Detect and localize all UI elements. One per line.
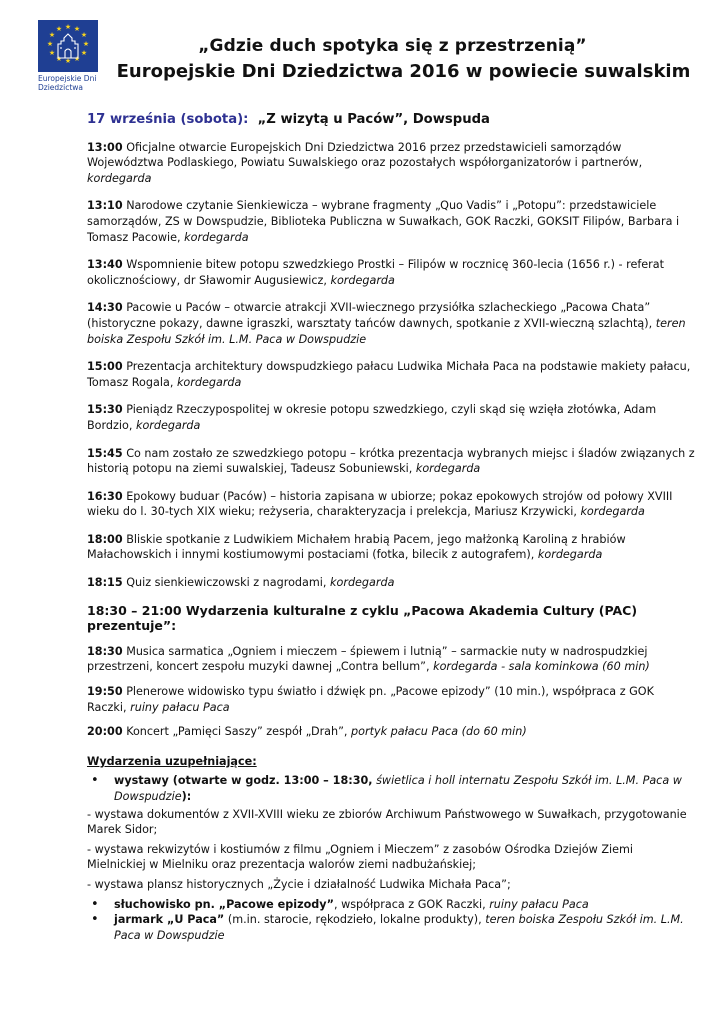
- bullet-place: ruiny pałacu Paca: [489, 897, 589, 911]
- event-text: Bliskie spotkanie z Ludwikiem Michałem hrabią Pacem, jego małżonką Karoliną z hrabiów Małachowskich i innymi kostiumowymi postaciami (fotka, bilecik z autografem),: [87, 532, 626, 562]
- svg-text:★: ★: [48, 31, 56, 39]
- pac-events-list: [87, 644, 695, 740]
- bullet-label: słuchowisko pn. „Pacowe epizody”: [114, 897, 334, 911]
- day-title: „Z wizytą u Paców”, Dowspuda: [257, 112, 490, 127]
- event-place: kordegarda - sala kominkowa (60 min): [433, 660, 650, 674]
- svg-text:★: ★: [73, 25, 81, 33]
- event-time: 20:00: [87, 725, 123, 739]
- event-item: [87, 140, 695, 187]
- bullet-place: teren boiska Zespołu Szkół im. L.M. Paca w Dowspudzie: [114, 913, 684, 942]
- bullet-place: świetlica i holl internatu Zespołu Szkół im. L.M. Paca w Dowspudzie: [114, 774, 682, 803]
- event-text: Pacowie u Paców – otwarcie atrakcji XVII-wiecznego przysiółka szlacheckiego „Pacowa Chata” (historyczne pokazy, dawne igraszki, warsztaty tańców dawnych, spotkanie z XVII-wieczną szlachtą),: [87, 301, 653, 330]
- bullet-end: ):: [181, 790, 192, 803]
- event-time: 13:00: [87, 140, 123, 154]
- list-item: [87, 912, 695, 943]
- bullet-text: (m.in. starocie, rękodzieło, lokalne produkty),: [227, 913, 482, 927]
- svg-text:★: ★: [82, 40, 90, 48]
- pac-event-item: [87, 724, 695, 740]
- event-time: 15:45: [87, 446, 123, 460]
- event-place: kordegarda: [537, 548, 603, 562]
- pac-event-item: [87, 684, 695, 715]
- svg-text:★: ★: [55, 55, 63, 63]
- exhibition-item: - wystawa rekwizytów i kostiumów z filmu „Ogniem i Mieczem” z zasobów Ośrodka Dziejów Ziemi Mielnickiej w Mielniku oraz prezentacja walorów ziemi nadbużańskiej;: [87, 842, 633, 872]
- list-item: [87, 773, 695, 804]
- logo-caption-line1: Europejskie Dni: [38, 74, 97, 83]
- exhibition-item: - wystawa plansz historycznych „Życie i działalność Ludwika Michała Paca”;: [87, 877, 511, 891]
- event-place: ruiny pałacu Paca: [130, 700, 230, 714]
- event-place: kordegarda: [415, 462, 481, 476]
- svg-text:★: ★: [64, 23, 72, 31]
- exhibition-item: - wystawa dokumentów z XVII-XVIII wieku ze zbiorów Archiwum Państwowego w Suwałkach, przygotowanie Marek Sidor;: [87, 807, 687, 837]
- event-time: 18:00: [87, 532, 123, 546]
- event-item: [87, 300, 695, 347]
- event-item: [87, 198, 695, 245]
- event-time: 14:30: [87, 301, 123, 315]
- svg-text:★: ★: [80, 31, 88, 39]
- programme: [87, 112, 695, 945]
- list-item: [87, 897, 695, 913]
- event-text: Quiz sienkiewiczowski z nagrodami,: [126, 576, 327, 590]
- svg-text:★: ★: [48, 49, 56, 57]
- bullet-label: wystawy (otwarte w godz. 13:00 – 18:30,: [114, 774, 373, 788]
- event-text: Wspomnienie bitew potopu szwedzkiego Prostki – Filipów w rocznicę 360-lecia (1656 r.) - referat okolicznościowy, dr Sławomir Augusiewicz,: [87, 258, 664, 287]
- event-place: teren boiska Zespołu Szkół im. L.M. Paca w Dowspudzie: [87, 316, 686, 346]
- svg-text:★: ★: [64, 57, 72, 65]
- event-place: kordegarda: [330, 576, 395, 590]
- event-place: kordegarda: [580, 505, 645, 519]
- supplementary-more: [87, 897, 695, 944]
- pac-section-heading: 18:30 – 21:00 Wydarzenia kulturalne z cyklu „Pacowa Akademia Cultury (PAC) prezentuje”:: [87, 602, 638, 634]
- event-time: 13:10: [87, 199, 123, 213]
- svg-text:★: ★: [55, 25, 63, 33]
- event-place: portyk pałacu Paca (do 60 min): [351, 725, 527, 739]
- event-place: kordegarda: [330, 273, 395, 287]
- event-item: [87, 402, 695, 433]
- event-text: Epokowy buduar (Paców) – historia zapisana w ubiorze; pokaz epokowych strojów od połowy XVIII wieku do l. 30-tych XIX wieku; reżyseria, charakteryzacja i prelekcja, Mariusz Krzywicki,: [87, 489, 673, 519]
- event-text: Oficjalne otwarcie Europejskich Dni Dziedzictwa 2016 przez przedstawicieli samorządów Województwa Podlaskiego, Powiatu Suwalskiego oraz pozostałych współorganizatorów i partnerów,: [87, 140, 643, 170]
- event-time: 16:30: [87, 489, 123, 503]
- svg-text:★: ★: [46, 40, 54, 48]
- event-time: 19:50: [87, 685, 123, 699]
- event-place: kordegarda: [135, 418, 201, 432]
- event-time: 18:30: [87, 644, 123, 658]
- event-item: [87, 575, 695, 591]
- event-text: Pieniądz Rzeczypospolitej w okresie potopu szwedzkiego, czyli skąd się wzięła złotówka, Adam Bordzio,: [87, 403, 657, 432]
- day-heading: [87, 112, 695, 128]
- bullet-label: jarmark „U Paca”: [114, 913, 225, 927]
- event-item: [87, 489, 695, 520]
- event-item: [87, 532, 695, 563]
- event-place: kordegarda: [87, 171, 152, 185]
- event-text: Prezentacja architektury dowspudzkiego pałacu Ludwika Michała Paca na podstawie makiety pałacu, Tomasz Rogala,: [87, 360, 691, 389]
- events-list: [87, 140, 695, 591]
- event-item: [87, 359, 695, 390]
- event-time: 18:15: [87, 576, 123, 590]
- event-place: kordegarda: [184, 230, 249, 244]
- supplementary-title: Wydarzenia uzupełniające:: [87, 754, 257, 768]
- event-text: Plenerowe widowisko typu światło i dźwięk pn. „Pacowe epizody” (10 min.), współpraca z GOK Raczki,: [87, 685, 654, 714]
- event-text: Co nam zostało ze szwedzkiego potopu – krótka prezentacja wybranych miejsc i śladów związanych z historią potopu na ziemi suwalskiej, Tadeusz Sobuniewski,: [87, 446, 695, 476]
- event-item: [87, 257, 695, 288]
- event-time: 13:40: [87, 258, 123, 272]
- supplementary-bullets: [87, 773, 695, 804]
- page-title: „Gdzie duch spotyka się z przestrzenią”: [198, 36, 587, 56]
- bullet-text: , współpraca z GOK Raczki,: [333, 897, 486, 911]
- svg-text:★: ★: [80, 49, 88, 57]
- event-time: 15:00: [87, 360, 123, 374]
- event-item: [87, 446, 695, 477]
- event-time: 15:30: [87, 403, 123, 417]
- page-subtitle: Europejskie Dni Dziedzictwa 2016 w powiecie suwalskim: [116, 61, 691, 82]
- svg-text:★: ★: [73, 55, 81, 63]
- event-place: kordegarda: [176, 375, 242, 389]
- day-date: 17 września (sobota):: [87, 112, 249, 127]
- pac-event-item: [87, 644, 695, 675]
- event-text: Musica sarmatica „Ogniem i mieczem – śpiewem i lutnią” – sarmackie nuty w nadrospudzkiej przestrzeni, koncert zespołu muzyki dawnej „Contra bellum”,: [87, 644, 648, 674]
- logo-caption-line2: Dziedzictwa: [38, 82, 83, 92]
- event-text: Koncert „Pamięci Saszy” zespół „Drah”,: [126, 725, 348, 739]
- event-text: Narodowe czytanie Sienkiewicza – wybrane fragmenty „Quo Vadis” i „Potopu”: przedstawiciele samorządów, ZS w Dowspudzie, Biblioteka Publiczna w Suwałkach, GOK Raczki, GOKSIT Filipów, Barbara i Tomasz Pacowie,: [87, 199, 680, 244]
